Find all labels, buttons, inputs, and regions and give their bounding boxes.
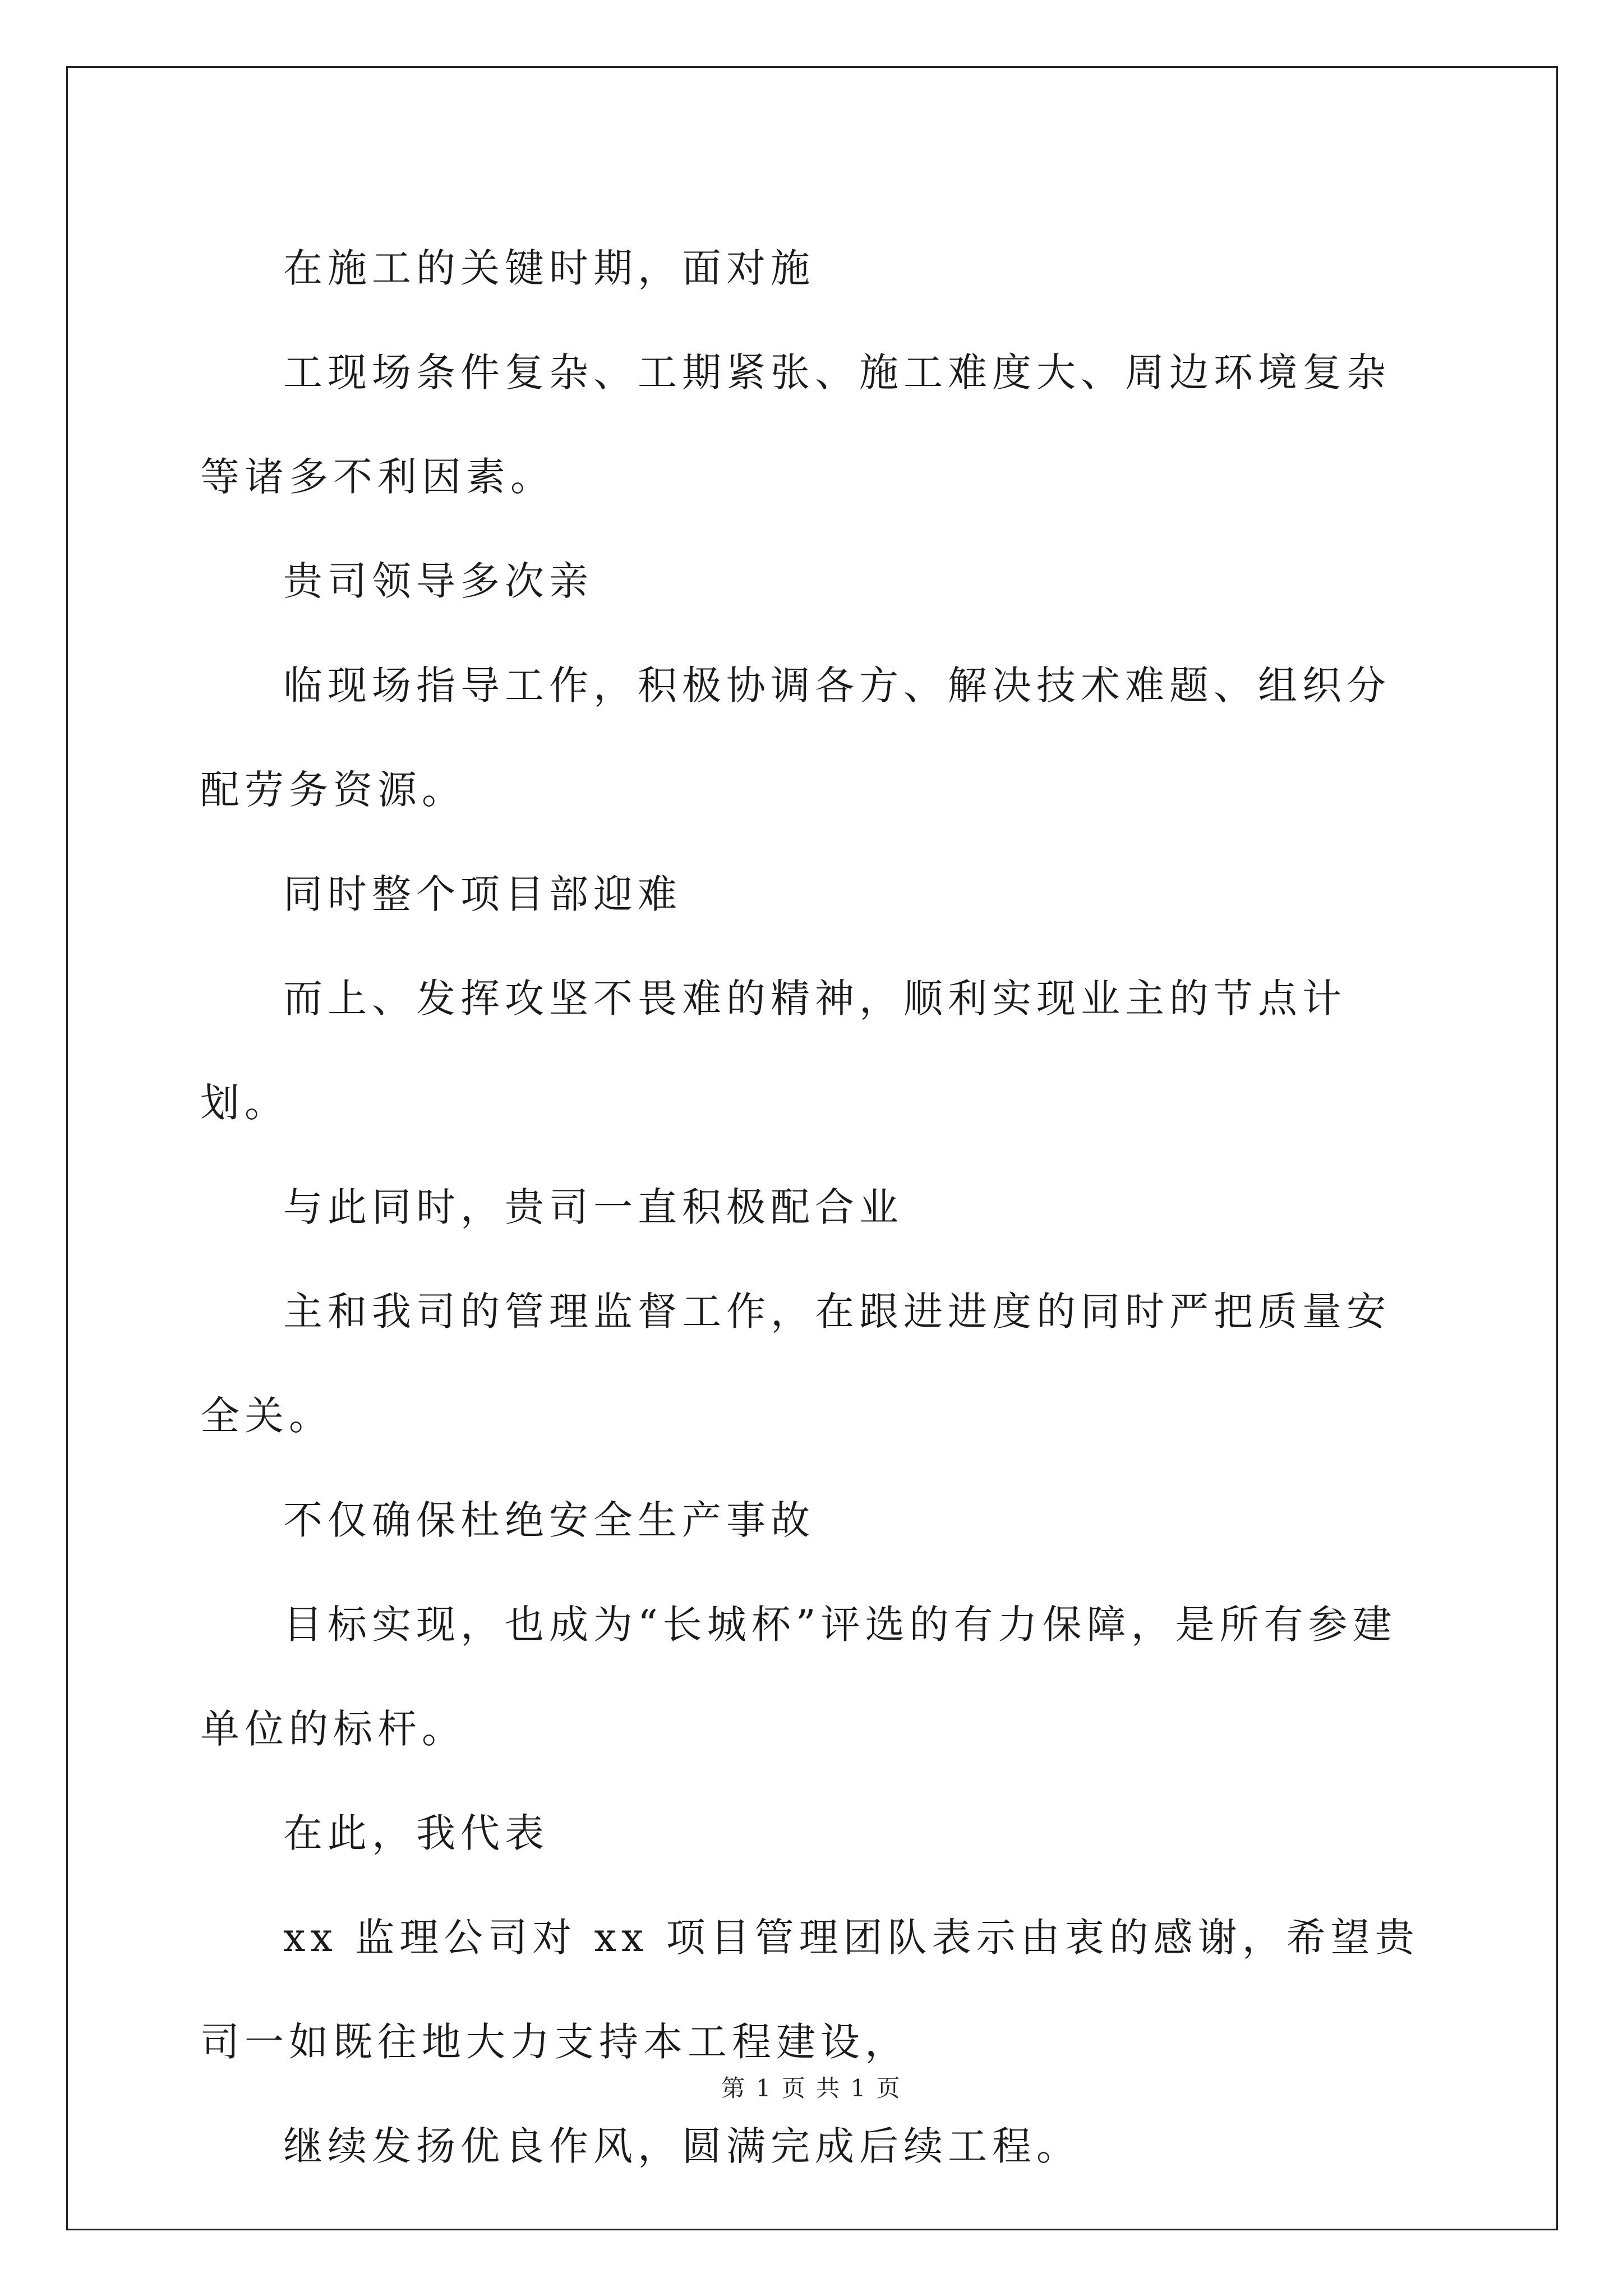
page-number-footer: 第 1 页 共 1 页 [721, 2074, 902, 2102]
paragraph: 在施工的关键时期，面对施 [283, 245, 815, 291]
document-body [200, 216, 1434, 2198]
paragraph: 临现场指导工作，积极协调各方、解决技术难题、组织分配劳务资源。 [200, 662, 1391, 813]
paragraph: 与此同时，贵司一直积极配合业 [283, 1184, 903, 1230]
paragraph: xx 监理公司对 xx 项目管理团队表示由衷的感谢，希望贵司一如既往地大力支持本工程建设， [200, 1915, 1419, 2065]
paragraph: 目标实现，也成为“长城杯”评选的有力保障，是所有参建单位的标杆。 [200, 1602, 1397, 1752]
paragraph: 不仅确保杜绝安全生产事故 [283, 1497, 815, 1543]
paragraph: 工现场条件复杂、工期紧张、施工难度大、周边环境复杂等诸多不利因素。 [200, 349, 1391, 500]
paragraph: 继续发扬优良作风，圆满完成后续工程。 [283, 2123, 1081, 2169]
paragraph: 主和我司的管理监督工作，在跟进进度的同时严把质量安全关。 [200, 1289, 1391, 1439]
paragraph: 贵司领导多次亲 [283, 558, 593, 604]
paragraph: 同时整个项目部迎难 [283, 871, 682, 917]
paragraph: 而上、发挥攻坚不畏难的精神，顺利实现业主的节点计划。 [200, 976, 1347, 1126]
paragraph: 在此，我代表 [283, 1810, 549, 1856]
